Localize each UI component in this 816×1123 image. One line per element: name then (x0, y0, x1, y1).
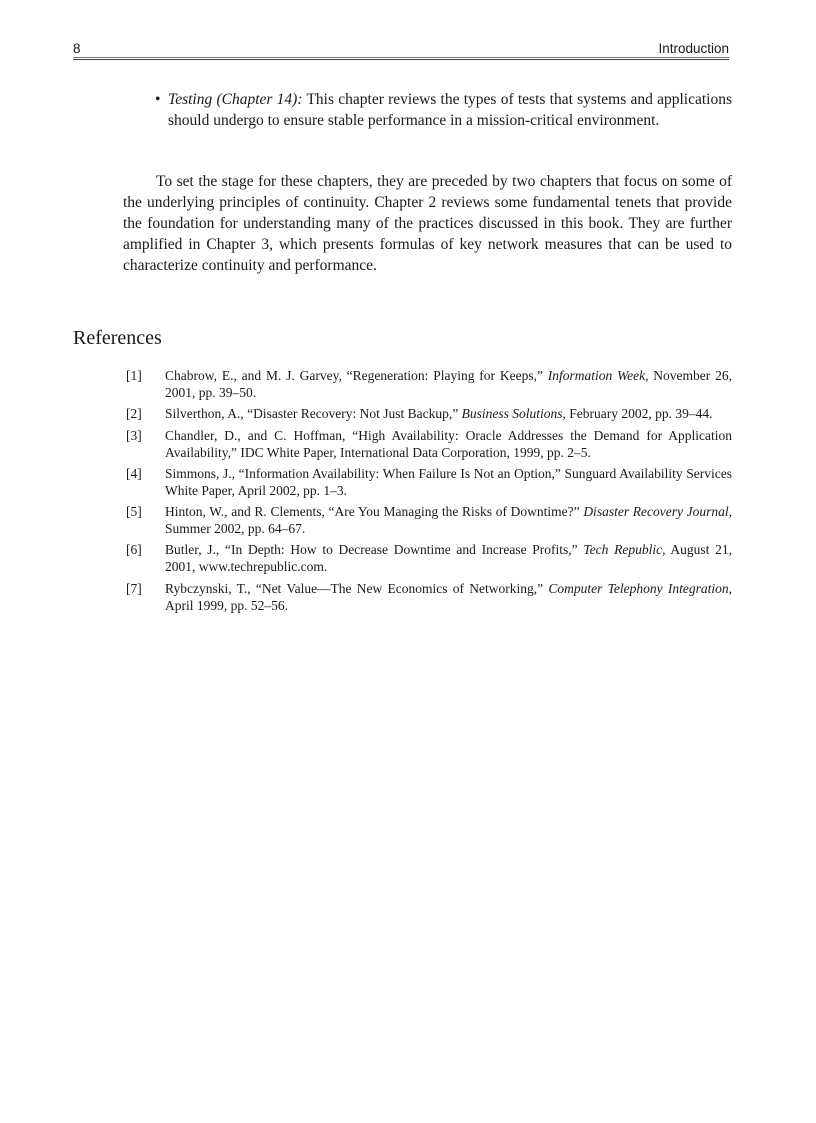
reference-publication: Business Solutions (461, 406, 563, 422)
reference-text: Butler, J., “In Depth: How to Decrease Downtime and Increase Profits,” (165, 542, 584, 558)
reference-item-2 (126, 405, 732, 422)
reference-number: [4] (126, 465, 142, 481)
reference-item-5 (126, 503, 732, 537)
running-head-title: Introduction (658, 41, 729, 56)
running-head (73, 39, 729, 60)
reference-details: , November 26, 2001, pp. 39–50. (165, 368, 732, 400)
reference-text: Simmons, J., “Information Availability: When Failure Is Not an Option,” Sunguard Availability Services White Paper, April 2002, pp. 1–3. (165, 465, 732, 498)
reference-number: [7] (126, 580, 142, 596)
reference-number: [1] (126, 368, 142, 383)
page-number: 8 (73, 41, 81, 56)
reference-text: Hinton, W., and R. Clements, “Are You Managing the Risks of Downtime?” (165, 504, 584, 520)
reference-publication: Disaster Recovery Journal, (583, 504, 732, 520)
reference-publication: Tech Republic, (583, 542, 666, 558)
reference-text: Chabrow, E., and M. J. Garvey, “Regeneration: Playing for Keeps,” (165, 368, 548, 383)
reference-publication: Information Week (547, 368, 646, 383)
reference-publication: Computer Telephony Integration (548, 580, 729, 596)
reference-text: Silverthon, A., “Disaster Recovery: Not Just Backup,” (165, 406, 462, 422)
reference-number: [3] (126, 427, 142, 443)
running-head-rule (73, 57, 729, 58)
reference-item-4 (126, 465, 732, 499)
reference-details: August 21, 2001, www.techrepublic.com. (165, 542, 733, 575)
reference-item-7 (126, 580, 732, 614)
reference-details: , February 2002, pp. 39–44. (562, 406, 713, 422)
reference-number: [2] (126, 406, 142, 422)
reference-list (126, 367, 732, 618)
reference-details: Summer 2002, pp. 64–67. (165, 521, 306, 537)
reference-item-3 (126, 427, 732, 461)
reference-number: [5] (126, 504, 142, 520)
bullet-text (168, 89, 732, 131)
reference-item-1 (126, 367, 732, 401)
reference-number: [6] (126, 542, 142, 558)
testing-bullet-item (155, 89, 732, 131)
body-paragraph: To set the stage for these chapters, they are preceded by two chapters that focus on some of the underlying principles of continuity. Chapter 2 reviews some fundamental tenets that provide the foundation for understanding many of the practices discussed in this book. They are further amplified in Chapter 3, which presents formulas of key network measures that can be used to characterize continuity and performance. (123, 173, 732, 274)
reference-text: Chandler, D., and C. Hoffman, “High Availability: Oracle Addresses the Demand for Application Availability,” IDC White Paper, International Data Corporation, 1999, pp. 2–5. (165, 427, 732, 460)
reference-details: , April 1999, pp. 52–56. (165, 580, 732, 613)
bullet-icon: • (155, 91, 161, 108)
bullet-title: Testing (Chapter 14): (168, 91, 303, 108)
reference-text: Rybczynski, T., “Net Value—The New Economics of Networking,” (165, 580, 549, 596)
references-heading: References (73, 327, 162, 349)
bullet-description: This chapter reviews the types of tests that systems and applications should undergo to ensure stable performance in a mission-critical environment. (168, 91, 732, 129)
reference-item-6 (126, 541, 732, 575)
